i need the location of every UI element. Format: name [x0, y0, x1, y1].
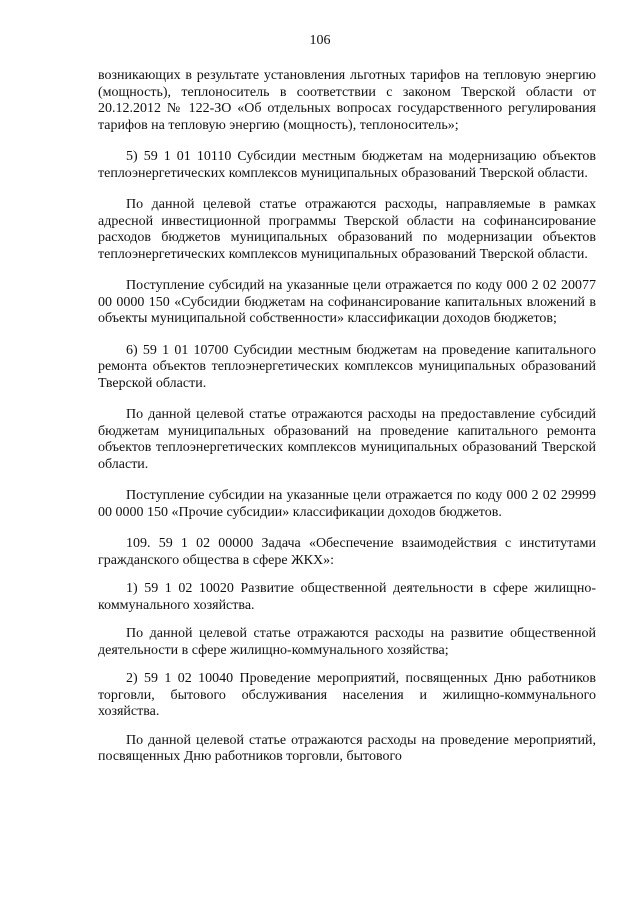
paragraph-section-109: 109. 59 1 02 00000 Задача «Обеспечение взаимодействия с институтами гражданского общества в сфере ЖКХ»: [98, 536, 596, 568]
page-number: 106 [309, 33, 331, 48]
paragraph-item-2-description: По данной целевой статье отражаются расходы на проведение мероприятий, посвященных Дню работников торговли, бытового [98, 732, 596, 764]
paragraph-item-2: 2) 59 1 02 10040 Проведение мероприятий, посвященных Дню работников торговли, бытового обслуживания населения и жилищно-коммунального хозяйства. [98, 671, 596, 719]
paragraph-item-5: 5) 59 1 01 10110 Субсидии местным бюджетам на модернизацию объектов теплоэнергетических комплексов муниципальных образований Тверской области. [98, 149, 596, 181]
paragraph-item-6-description: По данной целевой статье отражаются расходы на предоставление субсидий бюджетам муниципальных образований на проведение капитального ремонта объектов теплоэнергетических комплексов муниципальных образований Тверской области. [98, 407, 596, 472]
paragraph-continuation: возникающих в результате установления льготных тарифов на тепловую энергию (мощность), теплоноситель в соответствии с законом Тверской области от 20.12.2012 № 122-ЗО «Об отдельных вопросах государственного регулирования тарифов на тепловую энергию (мощность), теплоноситель»; [98, 68, 596, 133]
paragraph-item-1-description: По данной целевой статье отражаются расходы на развитие общественной деятельности в сфере жилищно-коммунального хозяйства; [98, 626, 596, 658]
paragraph-item-6: 6) 59 1 01 10700 Субсидии местным бюджетам на проведение капитального ремонта объектов теплоэнергетических комплексов муниципальных образований Тверской области. [98, 342, 596, 391]
paragraph-item-5-revenue: Поступление субсидий на указанные цели отражается по коду 000 2 02 20077 00 0000 150 «Субсидии бюджетам на софинансирование капитальных вложений в объекты муниципальной собственности» классификации доходов бюджетов; [98, 278, 596, 326]
paragraph-item-1: 1) 59 1 02 10020 Развитие общественной деятельности в сфере жилищно-коммунального хозяйства. [98, 581, 596, 613]
paragraph-item-5-description: По данной целевой статье отражаются расходы, направляемые в рамках адресной инвестиционной программы Тверской области на софинансирование расходов бюджетов муниципальных образований по модернизации объектов теплоэнергетических комплексов муниципальных образований Тверской области. [98, 197, 596, 262]
document-body [98, 68, 596, 778]
paragraph-item-6-revenue: Поступление субсидии на указанные цели отражается по коду 000 2 02 29999 00 0000 150 «Прочие субсидии» классификации доходов бюджетов. [98, 488, 596, 520]
